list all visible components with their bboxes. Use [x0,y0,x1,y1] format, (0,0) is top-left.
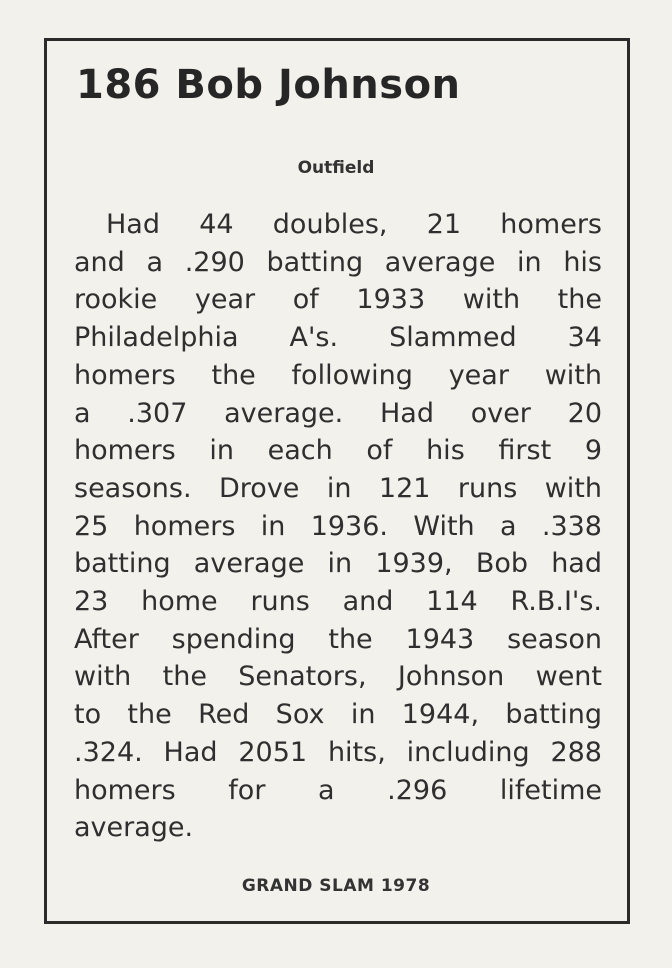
bio-line: .324. Had 2051 hits, including 288 [74,736,602,768]
bio-line: After spending the 1943 season [74,623,602,655]
bio-text [74,206,602,847]
bio-line: and a .290 batting average in his [74,246,602,278]
bio-line: homers for a .296 lifetime [74,774,602,806]
bio-line: 25 homers in 1936. With a .338 [74,510,602,542]
player-position: Outfield [297,158,375,178]
bio-line: Philadelphia A's. Slammed 34 [74,322,602,354]
bio-line: a .307 average. Had over 20 [74,397,602,429]
bio-line: seasons. Drove in 121 runs with [74,472,602,504]
bio-line: homers in each of his first 9 [74,435,602,467]
bio-line: batting average in 1939, Bob had [74,548,602,580]
bio-line: to the Red Sox in 1944, batting [74,699,602,731]
bio-line: rookie year of 1933 with the [74,284,602,316]
bio-line: homers the following year with [74,359,602,391]
bio-line: 23 home runs and 114 R.B.I's. [74,586,602,618]
card-footer: GRAND SLAM 1978 [241,876,431,896]
bio-line: with the Senators, Johnson went [74,661,602,693]
card-title: 186 Bob Johnson [76,62,461,108]
bio-line: average. [74,812,194,844]
bio-line: Had 44 doubles, 21 homers [106,209,602,240]
